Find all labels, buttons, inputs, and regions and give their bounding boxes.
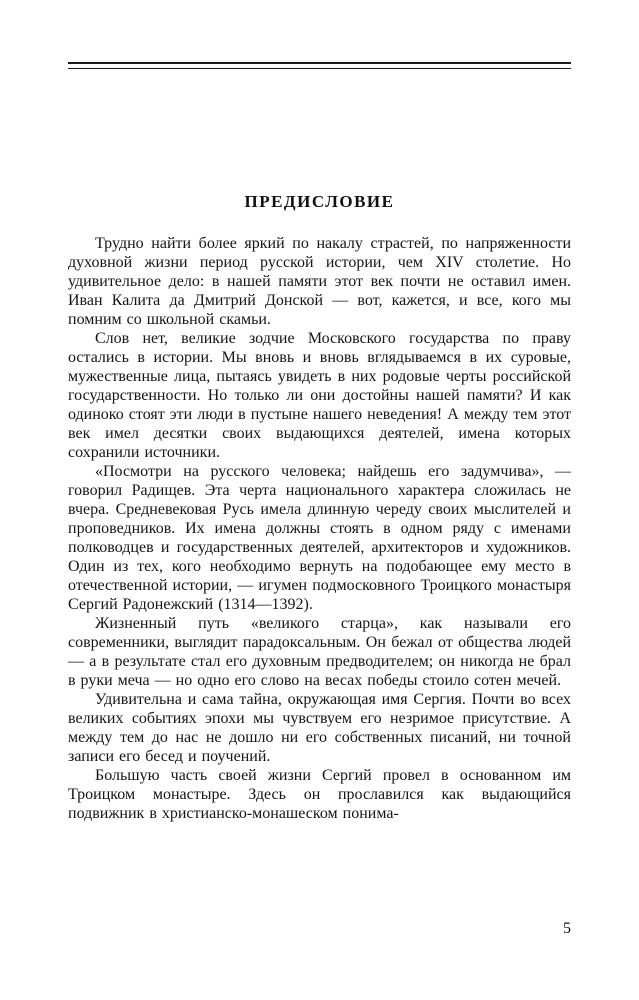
- paragraph: Жизненный путь «великого старца», как называли его современники, выглядит парадоксальным. Он бежал от общества людей — а в результате стал его духовным предводителем; он никогда не брал в руки меча — но одно его слово на весах победы стоило сотен мечей.: [68, 615, 571, 689]
- paragraph: Удивительна и сама тайна, окружающая имя Сергия. Почти во всех великих событиях эпохи мы чувствуем его незримое присутствие. А между тем до нас не дошло ни его собственных писаний, ни точной записи его бесед и поучений.: [68, 691, 571, 765]
- body-text: [68, 234, 571, 823]
- paragraph: Слов нет, великие зодчие Московского государства по праву остались в истории. Мы вновь и вновь вглядываемся в их суровые, мужественные лица, пытаясь увидеть в них родовые черты российской государственности. Но только ли они достойны нашей памяти? И как одиноко стоят эти люди в пустыне нашего неведения! А между тем этот век имел десятки своих выдающихся деятелей, имена которых сохранили источники.: [68, 330, 571, 461]
- paragraph: Большую часть своей жизни Сергий провел в основанном им Троицком монастыре. Здесь он прославился как выдающийся подвижник в христианско-монашеском понима-: [68, 767, 571, 822]
- paragraph: Трудно найти более яркий по накалу страстей, по напряженности духовной жизни период русской истории, чем XIV столетие. Но удивительное дело: в нашей памяти этот век почти не оставил имен. Иван Калита да Дмитрий Донской — вот, кажется, и все, кого мы помним со школьной скамьи.: [68, 235, 571, 328]
- paragraph: «Посмотри на русского человека; найдешь его задумчива», — говорил Радищев. Эта черта национального характера сложилась не вчера. Средневековая Русь имела длинную череду своих мыслителей и проповедников. Их имена должны стоять в одном ряду с именами полководцев и государственных деятелей, архитекторов и художников. Один из тех, кого необходимо вернуть на подобающее ему место в отечественной истории, — игумен подмосковного Троицкого монастыря Сергий Радонежский (1314—1392).: [68, 463, 571, 613]
- chapter-title: ПРЕДИСЛОВИЕ: [244, 192, 395, 211]
- top-double-rule: [68, 62, 571, 69]
- page-number: 5: [563, 920, 571, 937]
